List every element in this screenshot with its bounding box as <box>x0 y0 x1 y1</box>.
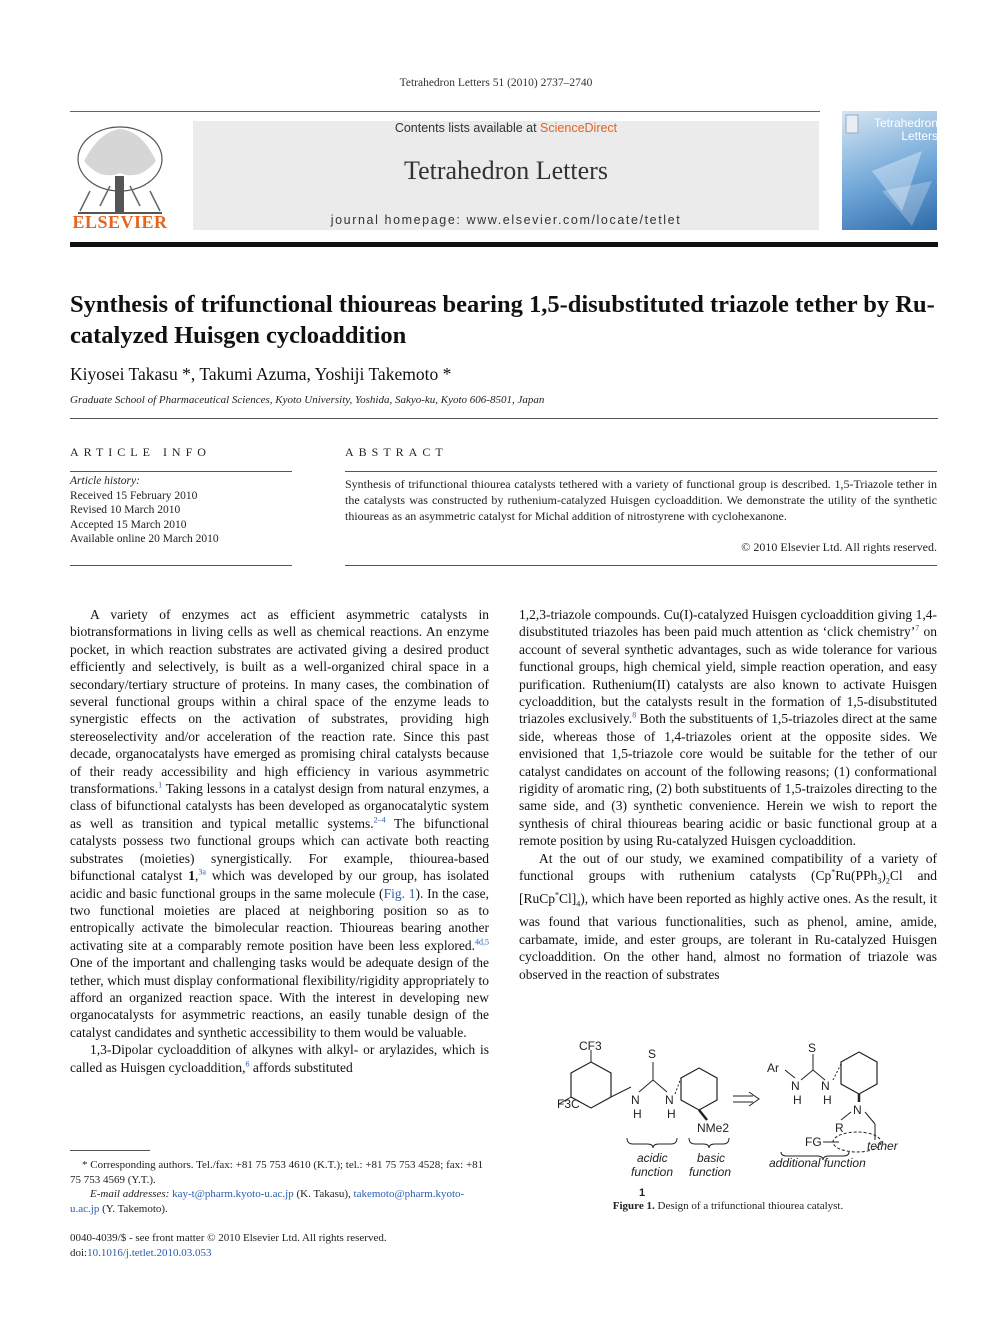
basic-label: basic <box>697 1151 726 1165</box>
cyclohexane-ring-2 <box>841 1052 877 1094</box>
title-divider <box>70 418 938 419</box>
ref-link[interactable]: 3a <box>198 867 206 877</box>
header-rule <box>70 111 820 112</box>
journal-cover <box>842 111 937 230</box>
journal-name: Tetrahedron Letters <box>404 156 608 185</box>
history-online: Available online 20 March 2010 <box>70 533 219 545</box>
ar-label: Ar <box>767 1061 779 1075</box>
sciencedirect-link[interactable]: ScienceDirect <box>540 121 618 135</box>
article-info-rule <box>70 471 292 472</box>
history-label: Article history: <box>70 475 140 487</box>
design-arrow-icon <box>733 1092 759 1106</box>
figure-caption-label: Figure 1. <box>612 1200 655 1212</box>
acidic-label: acidic <box>637 1151 668 1165</box>
abstract-bottom-rule <box>345 565 937 566</box>
contents-line <box>193 121 819 135</box>
body-right-column <box>519 606 937 983</box>
figure-caption-text: Design of a trifunctional thiourea catalyst. <box>654 1200 844 1212</box>
ref-link[interactable]: 8 <box>632 710 637 720</box>
corresponding-author-footnote: * Corresponding authors. Tel./fax: +81 75 753 4610 (K.T.); tel.: +81 75 753 4528; fax: +81 75 753 4569 (Y.T.). E-mail addresses: kay-t@pharm.kyoto-u.ac.jp (K. Takasu), takemoto@pharm.kyoto-u.ac.jp (Y. Takemoto). <box>70 1158 489 1216</box>
body-paragraph: A variety of enzymes act as efficient asymmetric catalysts in biotransformations in living cells as well as chemical reactions. An enzyme pocket, in which reaction substrates are activated giving a desired product efficiently and selectively, is built as a well-organized chiral space in a secondary/tertiary structure of proteins. In many cases, the combination of several functional groups within a chiral space of the enzyme leads to synergistic effects on the activation of substrates, providing high stereoselectivity and/or acceleration of the reaction rate. Since this past decade, organocatalysts have emerged as promising chiral catalysts because of their ready accessibility and high efficiency in various asymmetric transformations.$^1$ Taking lessons in a catalyst design from natural enzymes, a class of bifunctional catalysts has been developed as organocatalytic system as well as transition and typical metallic systems.$^{2-4}$ The bifunctional catalysts possess two functional groups which can activate both reacting substrates (moieties) synergistically. For example, thiourea-based bifunctional catalyst 1,$^{3a}$ which was developed by our group, has isolated acidic and basic functional groups in the same molecule (Fig. 1). In the case, two functional moieties are placed at neighboring position so as to entropically activate the bimolecular reaction. Thioureas bearing another activating site at a comparably remote position have been less explored.$^{4d,5}$ One of the important and challenging tasks would be adequate design of the tether, which must display conformational flexibility/rigidity appropriately to afford an organized reaction space. With the interest in developing new organocatalysts for asymmetric reactions, an easily tunable design of the catalyst candidates and synthetic accessibility to them would be valuable. <box>70 607 489 1040</box>
n1-label: N <box>631 1093 640 1107</box>
n4-label: N <box>821 1079 830 1093</box>
journal-citation: Tetrahedron Letters 51 (2010) 2737–2740 <box>399 77 593 89</box>
nme2-label: NMe2 <box>697 1121 730 1135</box>
body-paragraph: 1,2,3-triazole compounds. Cu(I)-catalyzed Huisgen cycloaddition giving 1,4-disubstituted triazoles has been paid much attention as ‘click chemistry’$^7$ on account of several synthetic advantages, such as wide tolerance for various functional groups, high chemical yield, simple reaction operation, and easy purification. Ruthenium(II) catalysts are also known to activate Huisgen cycloaddition, but the catalysts result in the formation of 1,5-disubstituted triazoles exclusively.$^8$ Both the substituents of 1,5-triazoles direct at the same side, whereas those of 1,4-triazoles orient at the opposite sides. We envisioned that 1,5-triazole core would be suitable for the tether of our catalyst candidates on account of the following reasons; (1) conformational rigidity of aromatic ring, (2) both substituents of 1,5-traizoles directing to the same side, and (3) synthetic convenience. Herein we wish to report the synthesis of chiral thioureas bearing acidic or basic functional group at a remote position by using Ru-catalyzed Huisgen cycloaddition. <box>519 607 938 849</box>
figure-1-diagram <box>519 1039 937 1199</box>
footnote-rule <box>70 1150 150 1151</box>
r-label: R <box>835 1121 844 1135</box>
email-footnote: E-mail addresses: kay-t@pharm.kyoto-u.ac.jp (K. Takasu), takemoto@pharm.kyoto-u.ac.jp (Y. Takemoto). <box>70 1188 465 1215</box>
abstract-heading: ABSTRACT <box>345 445 448 459</box>
history-revised: Revised 10 March 2010 <box>70 504 181 516</box>
history-received: Received 15 February 2010 <box>70 489 198 502</box>
article-info-heading: ARTICLE INFO <box>70 445 211 459</box>
h2-label: H <box>667 1107 676 1121</box>
email-link-takasu[interactable]: kay-t@pharm.kyoto-u.ac.jp <box>172 1188 294 1200</box>
figure-link[interactable]: Fig. 1 <box>383 885 416 901</box>
ref-link[interactable]: 6 <box>245 1059 250 1069</box>
fg-label: FG <box>805 1135 822 1149</box>
cover-title: Tetrahedron Letters <box>873 116 938 143</box>
ref-link[interactable]: 2–4 <box>373 815 386 825</box>
author-affiliation: Graduate School of Pharmaceutical Sciences, Kyoto University, Yoshida, Sakyo-ku, Kyoto 606-8501, Japan <box>70 394 545 406</box>
compound-number: 1 <box>188 868 196 884</box>
h1-label: H <box>633 1107 642 1121</box>
h3-label: H <box>793 1093 802 1107</box>
article-info-bottom-rule <box>70 565 292 566</box>
abstract-text: Synthesis of trifunctional thiourea catalysts tethered with a variety of functional group is described. 1,5-Triazole tether in the catalysts was constructed by ruthenium-catalyzed Huisgen cycloaddition. We demonstrate the utility of the synthetic thioureas as an asymmetric catalyst for Michal addition of nitrostyrene with cyclohexanone. <box>345 477 937 524</box>
cyclohexane-ring <box>681 1068 717 1110</box>
ref-link[interactable]: 7 <box>915 623 920 633</box>
doi-link[interactable]: 10.1016/j.tetlet.2010.03.053 <box>87 1246 212 1259</box>
header-thick-rule <box>70 242 938 247</box>
tether-label: tether <box>867 1139 898 1153</box>
journal-homepage[interactable]: journal homepage: www.elsevier.com/locate/tetlet <box>330 213 682 227</box>
n5-label: N <box>853 1103 862 1117</box>
body-left-column <box>70 606 489 1076</box>
additional-function-label: additional function <box>769 1156 866 1170</box>
f3c-label: F3C <box>557 1097 580 1111</box>
front-matter: 0040-4039/$ - see front matter © 2010 Elsevier Ltd. All rights reserved. doi:10.1016/j.tetlet.2010.03.053 <box>70 1232 387 1259</box>
publisher-wordmark: ELSEVIER <box>72 212 168 232</box>
n3-label: N <box>791 1079 800 1093</box>
s1-label: S <box>648 1047 657 1061</box>
figure-1-caption <box>519 1200 937 1212</box>
contents-prefix: Contents lists available at <box>394 121 541 135</box>
ref-link[interactable]: 1 <box>158 780 163 790</box>
article-authors: Kiyosei Takasu *, Takumi Azuma, Yoshiji Takemoto * <box>70 364 452 384</box>
compound-label: 1 <box>639 1187 646 1199</box>
body-paragraph: At the out of our study, we examined compatibility of a variety of functional groups with ruthenium catalysts ($Cp^*Ru(PPh_3)_2Cl$ and $[RuCp^*Cl]_4$), which have been reported as highly active ones. As the result, it was found that various functionalities, such as phenol, amine, amide, carbamate, imide, and ester groups, are tolerant in Ru-catalyzed Huisgen cycloaddition. On the other hand, almost no formation of triazole was observed in the reaction of substrates <box>519 850 937 982</box>
basic-function-label: function <box>689 1165 732 1179</box>
s2-label: S <box>808 1041 817 1055</box>
email-link-takemoto[interactable]: takemoto@pharm.kyoto-u.ac.jp <box>70 1188 465 1215</box>
abstract-copyright: © 2010 Elsevier Ltd. All rights reserved. <box>741 540 937 554</box>
history-accepted: Accepted 15 March 2010 <box>70 518 187 531</box>
n2-label: N <box>665 1093 674 1107</box>
article-history <box>70 474 295 547</box>
body-paragraph: 1,3-Dipolar cycloaddition of alkynes with alkyl- or arylazides, which is called as Huisgen cycloaddition,$^6$ affords substituted <box>70 1042 489 1075</box>
cf3-top-label: CF3 <box>579 1039 602 1053</box>
acidic-function-label: function <box>631 1165 674 1179</box>
article-title: Synthesis of trifunctional thioureas bearing 1,5-disubstituted triazole tether by Ru-catalyzed Huisgen cycloaddition <box>70 291 935 349</box>
h4-label: H <box>823 1093 832 1107</box>
abstract-rule <box>345 471 937 472</box>
ref-link[interactable]: 4d,5 <box>475 937 489 947</box>
